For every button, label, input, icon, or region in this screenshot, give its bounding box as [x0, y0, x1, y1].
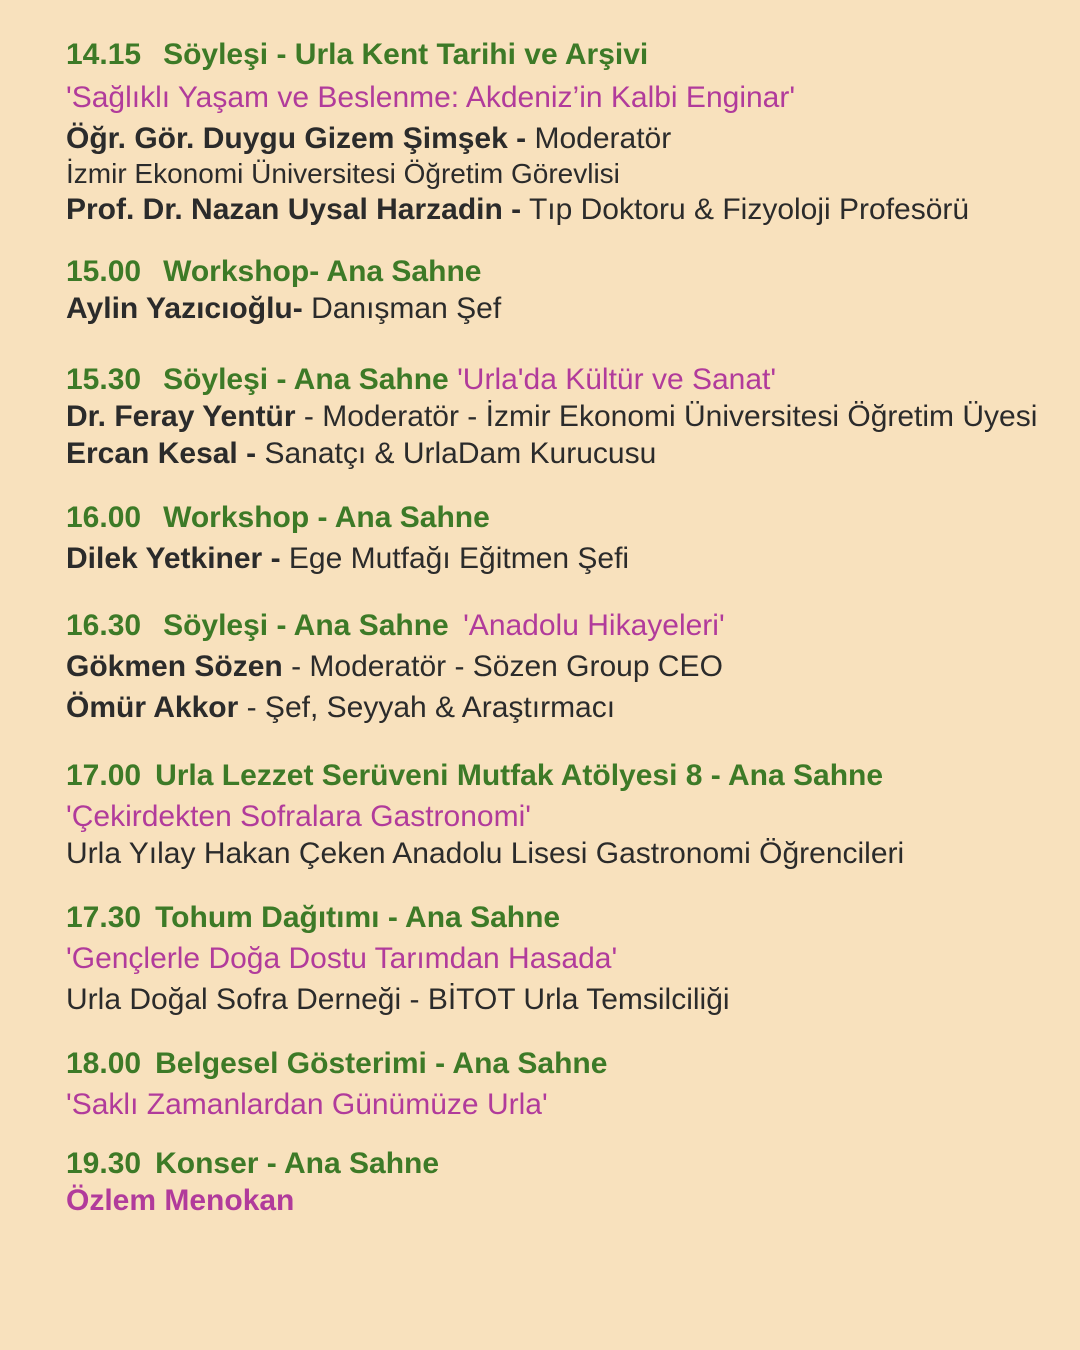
event-1730 — [66, 899, 730, 1018]
event-title: Konser - Ana Sahne — [155, 1147, 440, 1180]
speaker-role: Tıp Doktoru & Fizyoloji Profesörü — [528, 193, 970, 226]
speaker-line — [66, 120, 969, 157]
speaker-role: Sanatçı & UrlaDam Kurucusu — [264, 437, 657, 470]
speaker-name: Dr. Feray Yentür — [66, 400, 296, 433]
event-performer: Özlem Menokan — [66, 1184, 295, 1217]
event-subtitle: 'Çekirdekten Sofralara Gastronomi' — [66, 800, 531, 833]
speaker-affiliation: İzmir Ekonomi Üniversitesi Öğretim Görevlisi — [66, 158, 620, 189]
event-time: 14.15 — [66, 38, 142, 71]
speaker-line — [66, 540, 629, 577]
event-title: Tohum Dağıtımı - Ana Sahne — [155, 901, 561, 934]
event-time: 18.00 — [66, 1047, 142, 1080]
speaker-line — [66, 689, 725, 726]
event-heading — [66, 1045, 607, 1082]
speaker-name: Dilek Yetkiner - — [66, 542, 281, 575]
event-1415 — [66, 36, 969, 228]
event-title: Söyleşi - Urla Kent Tarihi ve Arşivi — [163, 38, 649, 71]
speaker-line — [66, 435, 1037, 472]
event-heading — [66, 757, 904, 794]
event-time: 16.00 — [66, 501, 142, 534]
event-1700 — [66, 757, 904, 872]
event-detail: Urla Yılay Hakan Çeken Anadolu Lisesi Gastronomi Öğrencileri — [66, 837, 905, 870]
event-title: Urla Lezzet Serüveni Mutfak Atölyesi 8 - Ana Sahne — [155, 759, 884, 792]
event-1930 — [66, 1145, 439, 1219]
speaker-role: Danışman Şef — [311, 292, 502, 325]
speaker-line — [66, 290, 501, 327]
event-time: 17.00 — [66, 759, 142, 792]
event-heading — [66, 499, 629, 536]
speaker-name: Prof. Dr. Nazan Uysal Harzadin - — [66, 193, 522, 226]
speaker-role: Ege Mutfağı Eğitmen Şefi — [288, 542, 630, 575]
speaker-line — [66, 398, 1037, 435]
speaker-role: - Moderatör - Sözen Group CEO — [291, 650, 723, 683]
event-1630 — [66, 607, 725, 726]
event-time: 15.00 — [66, 255, 142, 288]
event-title: Workshop- Ana Sahne — [163, 255, 482, 288]
speaker-name: Ercan Kesal - — [66, 437, 257, 470]
event-detail: Urla Doğal Sofra Derneği - BİTOT Urla Temsilciliği — [66, 983, 730, 1016]
event-1600 — [66, 499, 629, 577]
speaker-name: Ömür Akkor — [66, 691, 239, 724]
speaker-role: Moderatör — [534, 122, 672, 155]
speaker-role: - Şef, Seyyah & Araştırmacı — [246, 691, 616, 724]
event-topic: 'Urla'da Kültür ve Sanat' — [457, 363, 777, 396]
event-heading — [66, 36, 969, 73]
event-time: 17.30 — [66, 901, 142, 934]
speaker-name: Gökmen Sözen — [66, 650, 283, 683]
event-heading — [66, 899, 730, 936]
event-time: 15.30 — [66, 363, 142, 396]
speaker-role: - Moderatör - İzmir Ekonomi Üniversitesi Öğretim Üyesi — [303, 400, 1038, 433]
event-heading — [66, 361, 1037, 398]
event-topic: 'Anadolu Hikayeleri' — [463, 609, 725, 642]
event-title: Workshop - Ana Sahne — [163, 501, 490, 534]
event-time: 19.30 — [66, 1147, 142, 1180]
event-subtitle: 'Gençlerle Doğa Dostu Tarımdan Hasada' — [66, 942, 618, 975]
event-title: Söyleşi - Ana Sahne — [163, 363, 449, 396]
event-1500 — [66, 253, 501, 327]
event-title: Belgesel Gösterimi - Ana Sahne — [155, 1047, 608, 1080]
event-title: Söyleşi - Ana Sahne — [163, 609, 449, 642]
event-subtitle: 'Sağlıklı Yaşam ve Beslenme: Akdeniz’in Kalbi Enginar' — [66, 81, 796, 114]
event-heading — [66, 607, 725, 644]
event-1530 — [66, 361, 1037, 472]
event-1800 — [66, 1045, 607, 1123]
event-heading — [66, 253, 501, 290]
speaker-name: Aylin Yazıcıoğlu- — [66, 292, 303, 325]
event-heading — [66, 1145, 439, 1182]
speaker-line — [66, 648, 725, 685]
speaker-name: Öğr. Gör. Duygu Gizem Şimşek - — [66, 122, 527, 155]
event-subtitle: 'Saklı Zamanlardan Günümüze Urla' — [66, 1088, 548, 1121]
speaker-line — [66, 191, 969, 228]
event-time: 16.30 — [66, 609, 142, 642]
